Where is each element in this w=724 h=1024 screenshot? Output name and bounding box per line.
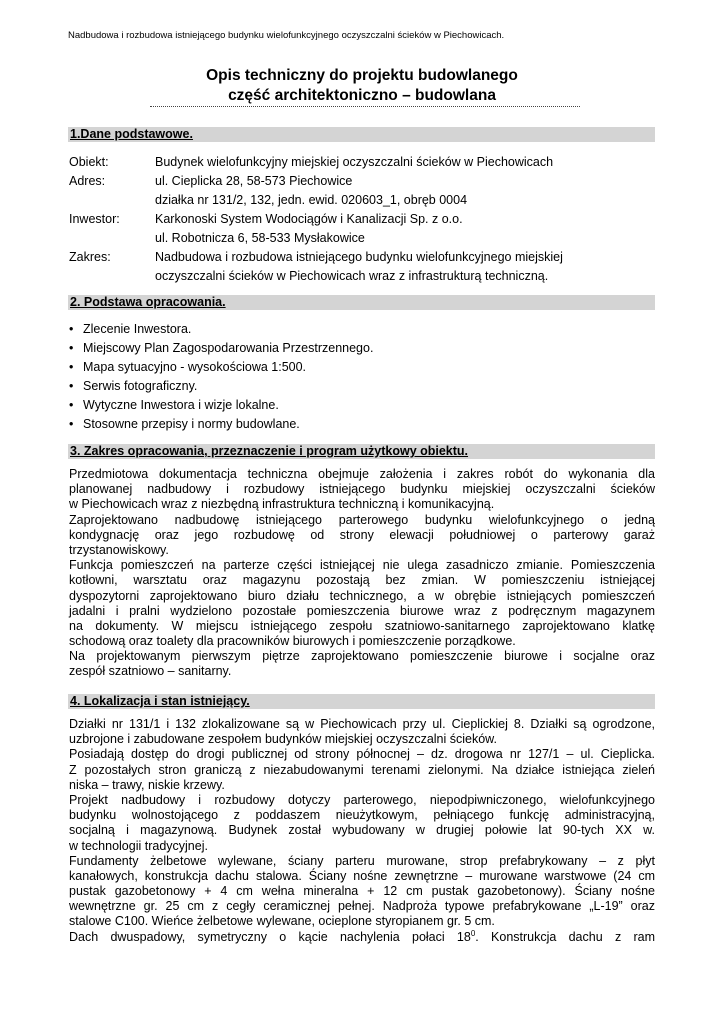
bullet-icon: •	[69, 417, 74, 431]
text-line: Na projektowanym pierwszym piętrze zaprojektowano pomieszczenie biurowe i socjalne oraz	[69, 649, 655, 664]
list-item-text: Mapa sytuacyjno - wysokościowa 1:500.	[83, 360, 307, 374]
dotted-separator	[150, 106, 580, 107]
text-line: w technologii tradycyjnej.	[69, 838, 208, 853]
section-4-heading: 4. Lokalizacja i stan istniejący.	[68, 694, 655, 709]
text-line: Fundamenty żelbetowe wylewane, ściany parteru murowane, strop prefabrykowany – z płyt	[69, 853, 655, 868]
list-item	[69, 415, 300, 434]
list-item-text: Miejscowy Plan Zagospodarowania Przestrzennego.	[83, 341, 374, 355]
text-line: niska – trawy, niskie krzewy.	[69, 777, 225, 792]
list-item	[69, 377, 197, 396]
text-line: zespół szatniowo – sanitarny.	[69, 664, 232, 679]
text-line: budynku wolnostojącego z poddaszem nieużytkowym, pełniącego funkcję administracyjną,	[69, 808, 655, 823]
section-3-body	[69, 467, 655, 680]
info-label: Obiekt:	[69, 155, 109, 169]
bullet-icon: •	[69, 341, 74, 355]
info-value: Nadbudowa i rozbudowa istniejącego budynku wielofunkcyjnego miejskiej	[155, 250, 563, 264]
list-item	[69, 320, 191, 339]
info-value: Budynek wielofunkcyjny miejskiej oczyszczalni ścieków w Piechowicach	[155, 155, 554, 169]
text-line: pustak gazobetonowy + 4 cm wełna mineralna + 12 cm pustak gazobetonowy). Ściany nośne	[69, 884, 655, 899]
bullet-icon: •	[69, 379, 74, 393]
text-line: dyspozytorni zaprojektowano biuro działu technicznego, a w obrębie istniejących pomieszczeń	[69, 588, 655, 603]
text-line: kotłowni, warsztatu oraz magazynu pozostają bez zmian. W pomieszczeniu istniejącej	[69, 573, 655, 588]
bullet-icon: •	[69, 398, 74, 412]
text-line: Projekt nadbudowy i rozbudowy dotyczy parterowego, niepodpiwniczonego, wielofunkcyjnego	[69, 792, 655, 807]
list-item	[69, 339, 373, 358]
bullet-icon: •	[69, 360, 74, 374]
text-line: stalowe C100. Wieńce żelbetowe wylewane, ocieplone styropianem gr. 5 cm.	[69, 914, 495, 929]
list-item	[69, 396, 279, 415]
text-line: Zaprojektowano nadbudowę istniejącego parterowego budynku wielofunkcyjnego o jedną	[69, 512, 655, 527]
running-header: Nadbudowa i rozbudowa istniejącego budynku wielofunkcyjnego oczyszczalni ścieków w Piechowicach.	[68, 30, 505, 41]
text-line: Przedmiotowa dokumentacja techniczna obejmuje założenia i zakres robót do wykonania dla	[69, 467, 655, 481]
list-item-text: Serwis fotograficzny.	[83, 379, 198, 393]
text-line: Z pozostałych stron graniczą z niezabudowanymi terenami zielonymi. Na działce istniejąca zieleń	[69, 762, 655, 777]
info-value: działka nr 131/2, 132, jedn. ewid. 020603_1, obręb 0004	[155, 193, 468, 207]
degree-superscript: 0	[470, 928, 476, 938]
list-item-text: Stosowne przepisy i normy budowlane.	[83, 417, 300, 431]
text-line: wewnętrzne gr. 25 cm z cegły ceramicznej pełnej. Nadproża typowe prefabrykowane „L-19” oraz	[69, 899, 655, 914]
text-line: uzbrojone i zabudowane zespołem budynków miejskiej oczyszczalni ścieków.	[69, 732, 497, 747]
text-fragment: Dach dwuspadowy, symetryczny o kącie nachylenia połaci 18	[69, 929, 471, 944]
text-fragment: . Konstrukcja dachu z ram	[475, 929, 655, 944]
info-label: Adres:	[69, 174, 106, 188]
text-line: socjalną i magazynową. Budynek został wybudowany w drugiej połowie lat 90-tych XX w.	[69, 823, 655, 838]
section-1-heading: 1.Dane podstawowe.	[68, 127, 655, 142]
info-label: Zakres:	[69, 250, 111, 264]
text-line: kanałowych, konstrukcja dachu stalowa. Ściany nośne zewnętrzne – murowane warstwowe (24 cm	[69, 868, 655, 883]
text-line-last	[69, 930, 655, 945]
info-value: ul. Cieplicka 28, 58-573 Piechowice	[155, 174, 353, 188]
info-value: oczyszczalni ścieków w Piechowicach wraz z infrastrukturą techniczną.	[155, 269, 549, 283]
info-label: Inwestor:	[69, 212, 120, 226]
text-line: Funkcja pomieszczeń na parterze części istniejącej nie ulega zasadniczo zmianie. Pomieszczenia	[69, 558, 655, 573]
text-line: planowanej nadbudowy i rozbudowy istniejącego budynku miejskiej oczyszczalni ścieków	[69, 482, 655, 497]
info-value: Karkonoski System Wodociągów i Kanalizacji Sp. z o.o.	[155, 212, 463, 226]
text-line: schodową oraz toalety dla pracowników biurowych i pomieszczenie porządkowe.	[69, 634, 516, 649]
text-line: w Piechowicach wraz z niezbędną infrastruktura techniczną i komunikacyjną.	[69, 497, 495, 512]
info-value: ul. Robotnicza 6, 58-533 Mysłakowice	[155, 231, 365, 245]
section-3-heading: 3. Zakres opracowania, przeznaczenie i program użytkowy obiektu.	[68, 444, 655, 459]
section-2-heading: 2. Podstawa opracowania.	[68, 295, 655, 310]
text-line: jadalni i pralni wydzielono pozostałe pomieszczenia biurowe wraz z podręcznym magazynem	[69, 603, 655, 618]
list-item-text: Wytyczne Inwestora i wizje lokalne.	[83, 398, 279, 412]
bullet-icon: •	[69, 322, 74, 336]
text-line: Działki nr 131/1 i 132 zlokalizowane są w Piechowicach przy ul. Cieplickiej 8. Działki są ogrodzone,	[69, 717, 655, 731]
document-subtitle: część architektoniczno – budowlana	[228, 87, 496, 104]
list-item-text: Zlecenie Inwestora.	[83, 322, 192, 336]
text-line: Posiadają dostęp do drogi publicznej od strony północnej – dz. drogowa nr 127/1 – ul. Cieplicka.	[69, 747, 655, 762]
section-4-body	[69, 717, 655, 945]
text-line: kondygnację oraz jego rozbudowę od strony elewacji południowej o parterowy garaż	[69, 527, 655, 542]
text-line: trzystanowiskowy.	[69, 542, 169, 557]
document-title: Opis techniczny do projektu budowlanego	[206, 67, 518, 84]
text-line: na dokumenty. W miejscu istniejącego zespołu szatniowo-sanitarnego zaprojektowano klatkę	[69, 618, 655, 633]
list-item	[69, 358, 306, 377]
